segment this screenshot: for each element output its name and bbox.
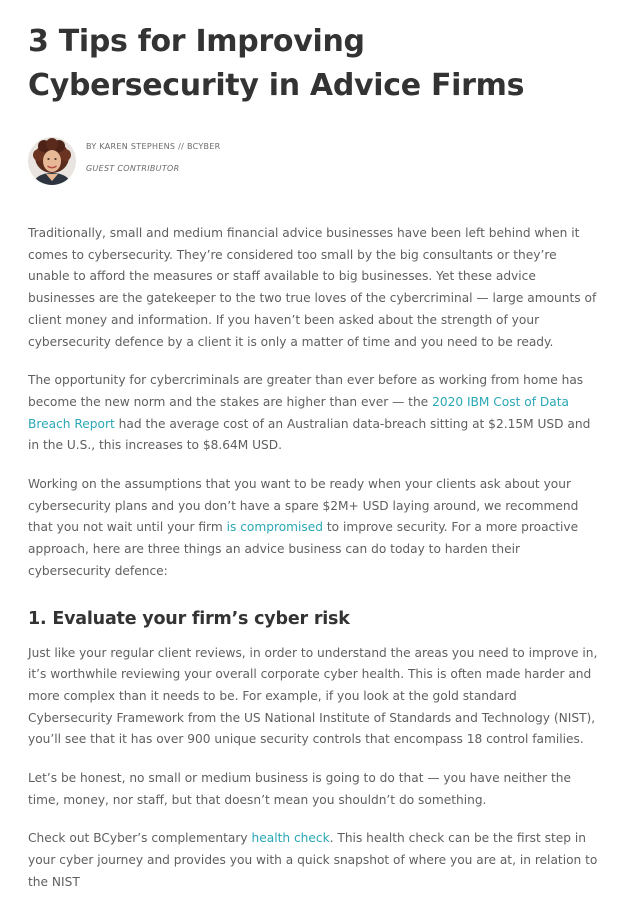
paragraph-cyber-health: Just like your regular client reviews, in order to understand the areas you need to improve in, it’s worthwhile reviewing your overall corporate cyber health. This is often made harder and more complex than it needs to be. For example, if you look at the gold standard Cybersecurity Framework from the US National Institute of Standards and Technology (NIST), you’ll see that it has over 900 unique security controls that encompass 18 control families. <box>28 645 598 747</box>
paragraph-be-honest: Let’s be honest, no small or medium business is going to do that — you have neither the time, money, nor staff, but that doesn’t mean you shouldn’t do something. <box>28 771 571 807</box>
author-avatar <box>28 137 76 185</box>
paragraph-text: Working on the assumptions that you want to be ready when your clients ask about your cybersecurity plans and you don’t have a spare $2M+ USD laying around, we recommend that you not wait until your firm <box>28 477 579 535</box>
author-photo-icon <box>28 137 76 185</box>
paragraph-intro: Traditionally, small and medium financial advice businesses have been left behind when it comes to cybersecurity. They’re considered too small by the big consultants or they’re unable to afford the measures or staff available to big businesses. Yet these advice businesses are the gatekeeper to the two true loves of the cybercriminal — large amounts of client money and information. If you haven’t been asked about the strength of your cybersecurity defence by a client it is only a matter of time and you need to be ready. <box>28 226 597 349</box>
author-byline <box>28 137 600 187</box>
paragraph-text: . This health check can be the first step in your cyber journey and provides you with a quick snapshot of where you are at, in relation to the NIST <box>28 831 598 889</box>
author-name: BY KAREN STEPHENS // BCYBER <box>86 142 221 151</box>
paragraph-assumptions <box>28 474 600 583</box>
article <box>28 0 600 911</box>
is-compromised-link[interactable]: is compromised <box>226 520 323 535</box>
paragraph-text: The opportunity for cybercriminals are greater than ever before as working from home has become the new norm and the stakes are higher than ever — the <box>28 373 584 409</box>
byline-text <box>86 141 221 174</box>
paragraph-text: Check out BCyber’s complementary <box>28 831 252 846</box>
section-heading-1: 1. Evaluate your firm’s cyber risk <box>28 608 350 629</box>
health-check-link[interactable]: health check <box>251 831 330 846</box>
ibm-report-link[interactable]: 2020 IBM Cost of Data Breach Report <box>28 394 569 431</box>
article-title: 3 Tips for Improving Cybersecurity in Advice Firms <box>28 24 525 103</box>
author-role: GUEST CONTRIBUTOR <box>86 164 180 173</box>
paragraph-text: had the average cost of an Australian data-breach sitting at $2.15M USD and in the U.S., this increases to $8.64M USD. <box>28 416 591 453</box>
paragraph-opportunity <box>28 370 600 457</box>
article-body <box>28 223 600 894</box>
paragraph-text: to improve security. For a more proactive approach, here are three things an advice business can do today to harden their cybersecurity defence: <box>28 520 579 578</box>
paragraph-health-check <box>28 828 600 893</box>
